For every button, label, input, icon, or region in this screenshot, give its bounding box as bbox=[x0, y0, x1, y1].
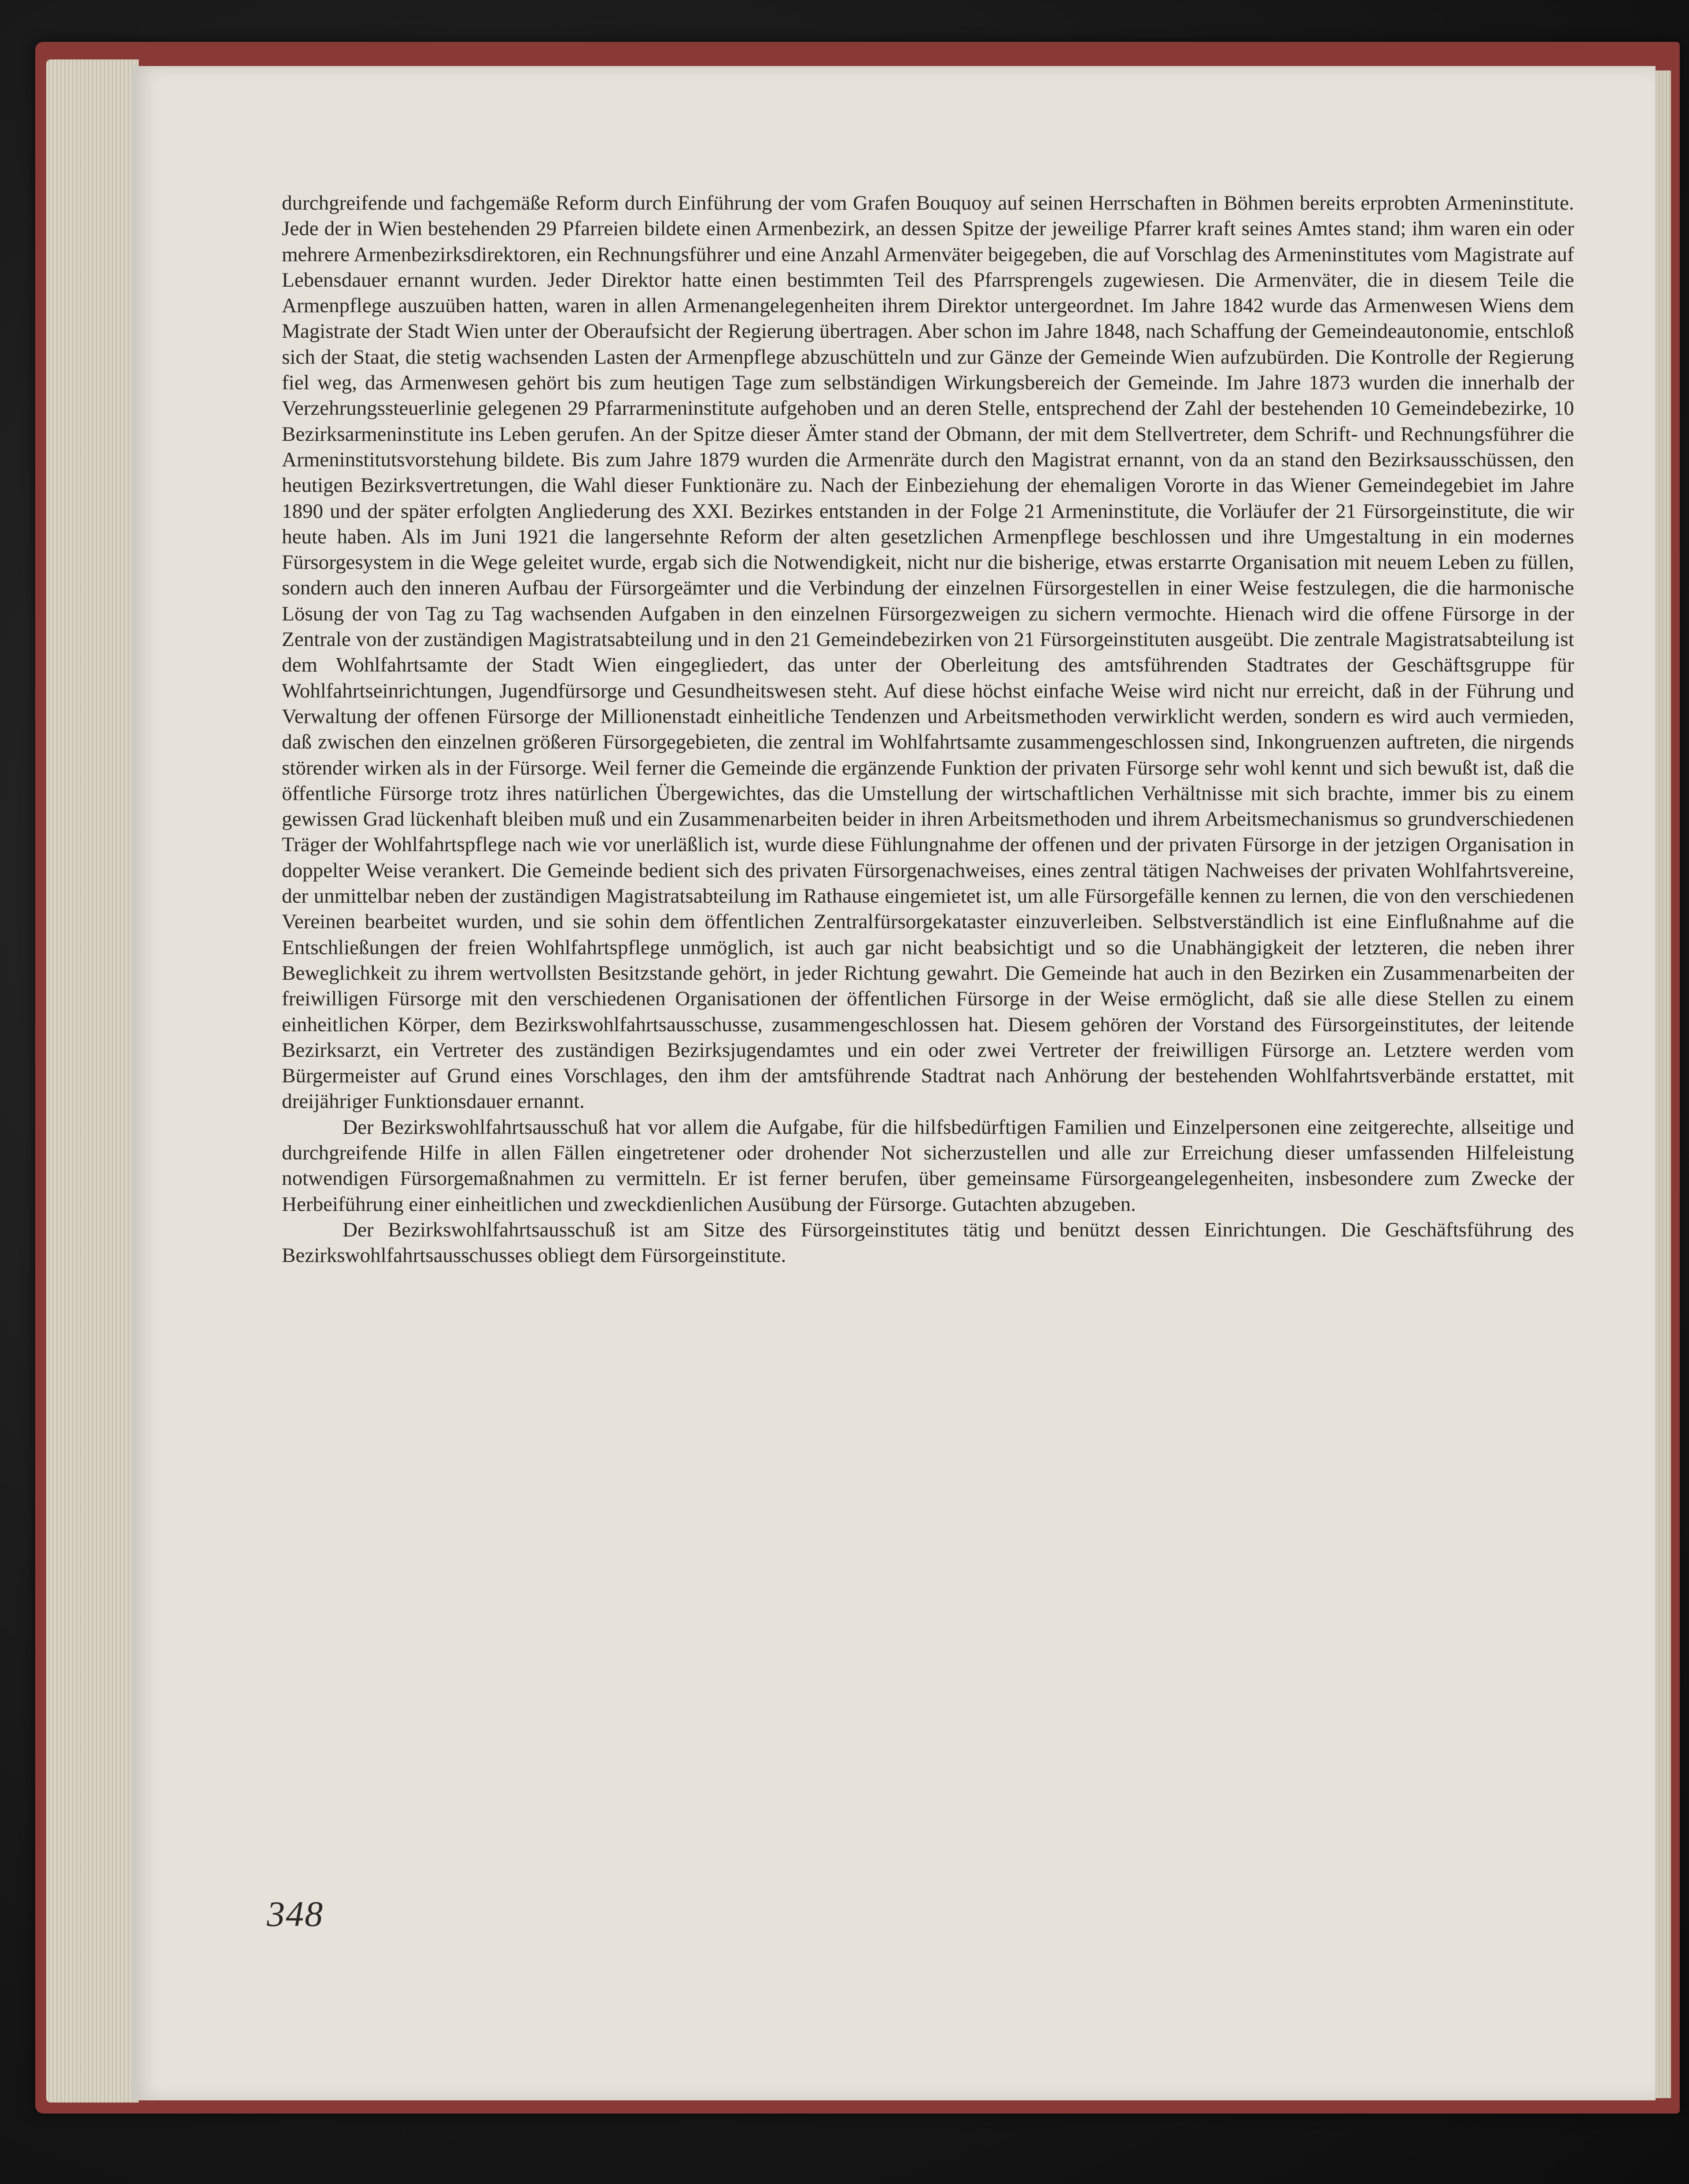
page-edges-right bbox=[1653, 70, 1671, 2098]
paragraph-3: Der Bezirkswohlfahrtsausschuß ist am Sitze des Fürsorgeinstitutes tätig und benützt dessen Einrichtungen. Die Geschäftsführung des Bezirkswohlfahrtsausschusses obliegt dem Fürsorgeinstitute. bbox=[282, 1218, 1574, 1267]
body-text bbox=[282, 190, 1574, 1268]
page-edges-left bbox=[46, 59, 139, 2103]
page-number: 348 bbox=[267, 1894, 324, 1934]
paragraph-1: durchgreifende und fachgemäße Reform durch Einführung der vom Grafen Bouquoy auf seinen Herrschaften in Böhmen bereits erprobten Armeninstitute. Jede der in Wien bestehenden 29 Pfarreien bildete einen Armenbezirk, an dessen Spitze der jeweilige Pfarrer kraft seines Amtes stand; ihm waren ein oder mehrere Armenbezirksdirektoren, ein Rechnungsführer und eine Anzahl Armenväter beigegeben, die auf Vorschlag des Armeninstitutes vom Magistrate auf Lebensdauer ernannt wurden. Jeder Direktor hatte einen bestimmten Teil des Pfarrsprengels zugewiesen. Die Armenväter, die in diesem Teile die Armenpflege auszuüben hatten, waren in allen Armenangelegenheiten ihrem Direktor untergeordnet. Im Jahre 1842 wurde das Armenwesen Wiens dem Magistrate der Stadt Wien unter der Oberaufsicht der Regierung übertragen. Aber schon im Jahre 1848, nach Schaffung der Gemeindeautonomie, entschloß sich der Staat, die stetig wachsenden Lasten der Armenpflege abzuschütteln und zur Gänze der Gemeinde Wien aufzubürden. Die Kontrolle der Regierung fiel weg, das Armenwesen gehört bis zum heutigen Tage zum selbständigen Wirkungsbereich der Gemeinde. Im Jahre 1873 wurden die innerhalb der Verzehrungssteuerlinie gelegenen 29 Pfarrarmeninstitute aufgehoben und an deren Stelle, entsprechend der Zahl der bestehenden 10 Gemeindebezirke, 10 Bezirksarmeninstitute ins Leben gerufen. An der Spitze dieser Ämter stand der Obmann, der mit dem Stellvertreter, dem Schrift- und Rechnungsführer die Armeninstitutsvorstehung bildete. Bis zum Jahre 1879 wurden die Armenräte durch den Magistrat ernannt, von da an stand den Bezirksausschüssen, den heutigen Bezirksvertretungen, die Wahl dieser Funktionäre zu. Nach der Einbeziehung der ehemaligen Vororte in das Wiener Gemeindegebiet im Jahre 1890 und der später erfolgten Angliederung des XXI. Bezirkes entstanden in der Folge 21 Armeninstitute, die Vorläufer der 21 Fürsorgeinstitute, die wir heute haben. Als im Juni 1921 die langersehnte Reform der alten gesetzlichen Armenpflege beschlossen und ihre Umgestaltung in ein modernes Fürsorgesystem in die Wege geleitet wurde, ergab sich die Notwendigkeit, nicht nur die bisherige, etwas erstarrte Organisation mit neuem Leben zu füllen, sondern auch den inneren Aufbau der Fürsorgeämter und die Verbindung der einzelnen Fürsorgestellen in einer Weise festzulegen, die die harmonische Lösung der von Tag zu Tag wachsenden Aufgaben in den einzelnen Fürsorgezweigen zu sichern vermochte. Hienach wird die offene Fürsorge in der Zentrale von der zuständigen Magistratsabteilung und in den 21 Gemeindebezirken von 21 Fürsorgeinstituten ausgeübt. Die zentrale Magistratsabteilung ist dem Wohlfahrtsamte der Stadt Wien eingegliedert, das unter der Oberleitung des amtsführenden Stadtrates der Geschäftsgruppe für Wohlfahrtseinrichtungen, Jugendfürsorge und Gesundheitswesen steht. Auf diese höchst einfache Weise wird nicht nur erreicht, daß in der Führung und Verwaltung der offenen Fürsorge der Millionenstadt einheitliche Tendenzen und Arbeitsmethoden verwirklicht werden, sondern es wird auch vermieden, daß zwischen den einzelnen größeren Fürsorgegebieten, die zentral im Wohlfahrtsamte zusammengeschlossen sind, Inkongruenzen auftreten, die nirgends störender wirken als in der Fürsorge. Weil ferner die Gemeinde die ergänzende Funktion der privaten Fürsorge sehr wohl kennt und sich bewußt ist, daß die öffentliche Fürsorge trotz ihres natürlichen Übergewichtes, das die Umstellung der wirtschaftlichen Verhältnisse mit sich brachte, immer bis zu einem gewissen Grad lückenhaft bleiben muß und ein Zusammenarbeiten beider in ihren Arbeitsmethoden und ihrem Arbeitsmechanismus so grundverschiedenen Träger der Wohlfahrtspflege nach wie vor unerläßlich ist, wurde diese Fühlungnahme der offenen und der privaten Fürsorge in der jetzigen Organisation in doppelter Weise verankert. Die Gemeinde bedient sich des privaten Fürsorgenachweises, eines zentral tätigen Nachweises der privaten Wohlfahrtsvereine, der unmittelbar neben der zuständigen Magistratsabteilung im Rathause eingemietet ist, um alle Fürsorgefälle kennen zu lernen, die von den verschiedenen Vereinen bearbeitet wurden, und sie sohin dem öffentlichen Zentralfürsorgekataster einzuverleiben. Selbstverständlich ist eine Einflußnahme auf die Entschließungen der freien Wohlfahrtspflege unmöglich, ist auch gar nicht beabsichtigt und so die Unabhängigkeit der letzteren, die neben ihrer Beweglichkeit zu ihrem wertvollsten Besitzstande gehört, in jeder Richtung gewahrt. Die Gemeinde hat auch in den Bezirken ein Zusammenarbeiten der freiwilligen Fürsorge mit den verschiedenen Organisationen der öffentlichen Fürsorge in der Weise ermöglicht, daß sie alle diese Stellen zu einem einheitlichen Körper, dem Bezirkswohlfahrtsausschusse, zusammengeschlossen hat. Diesem gehören der Vorstand des Fürsorgeinstitutes, der leitende Bezirksarzt, ein Vertreter des zuständigen Bezirksjugendamtes und ein oder zwei Vertreter der freiwilligen Fürsorge an. Letztere werden vom Bürgermeister auf Grund eines Vorschlages, den ihm der amtsführende Stadtrat nach Anhörung der bestehenden Wohlfahrtsverbände erstattet, mit dreijähriger Funktionsdauer ernannt. bbox=[282, 192, 1574, 1113]
paragraph-2: Der Bezirkswohlfahrtsausschuß hat vor allem die Aufgabe, für die hilfsbedürftigen Familien und Einzelpersonen eine zeitgerechte, allseitige und durchgreifende Hilfe in allen Fällen eingetretener oder drohender Not sicherzustellen und alle zur Erreichung dieser umfassenden Hilfeleistung notwendigen Fürsorgemaßnahmen zu vermitteln. Er ist ferner berufen, über gemeinsame Fürsorgeangelegenheiten, insbesondere zum Zwecke der Herbeiführung einer einheitlichen und zweckdienlichen Ausübung der Fürsorge. Gutachten abzugeben. bbox=[282, 1115, 1574, 1216]
